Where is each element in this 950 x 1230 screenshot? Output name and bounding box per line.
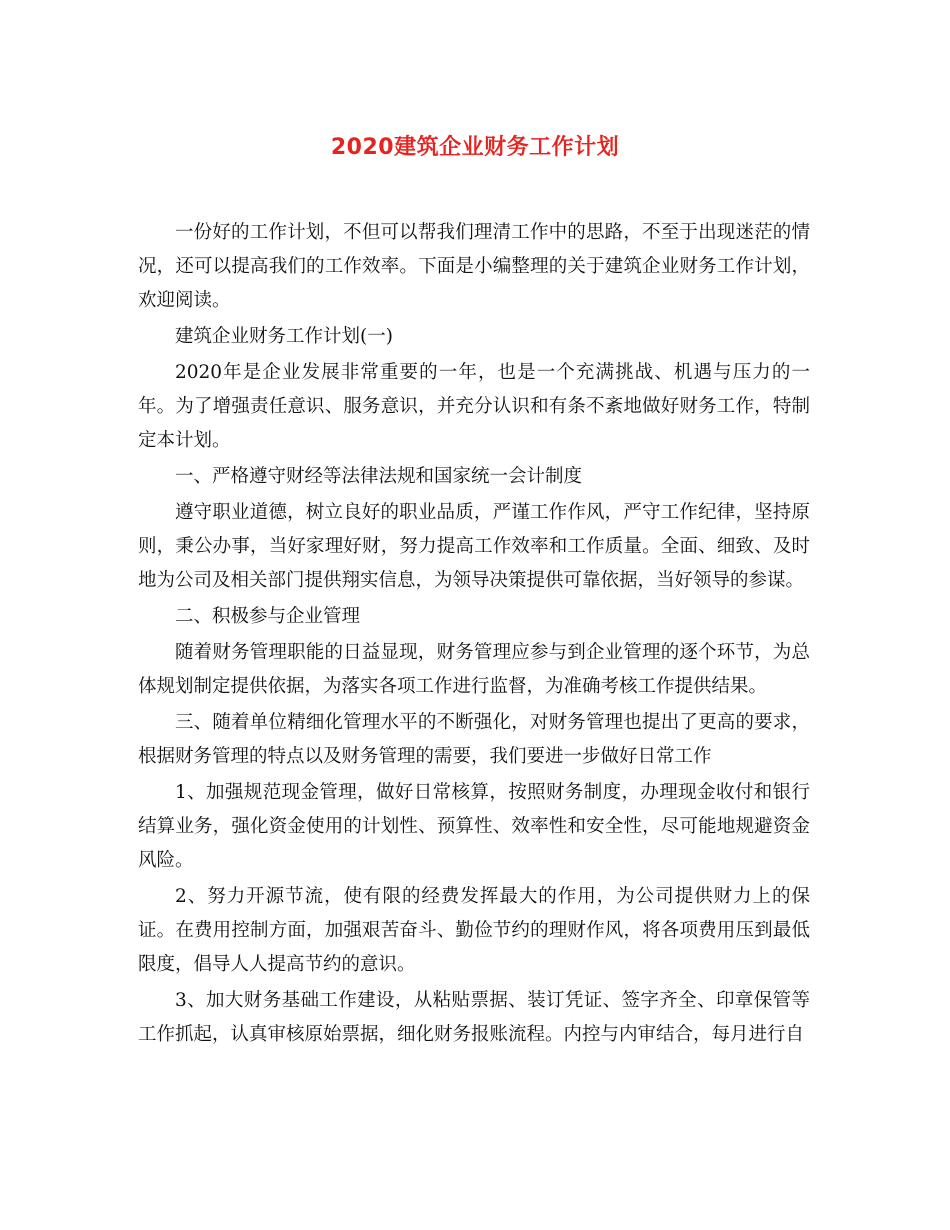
document-body [138, 216, 810, 1054]
paragraph-basic-work: 3、加大财务基础工作建设，从粘贴票据、装订凭证、签字齐全、印章保管等工作抓起，认真审核原始票据，细化财务报账流程。内控与内审结合，每月进行自 [138, 990, 810, 1045]
paragraph-cost-saving: 2、努力开源节流，使有限的经费发挥最大的作用，为公司提供财力上的保证。在费用控制方面，加强艰苦奋斗、勤俭节约的理财作风，将各项费用压到最低限度，倡导人人提高节约的意识。 [138, 886, 810, 975]
heading-refined-management: 三、随着单位精细化管理水平的不断强化，对财务管理也提出了更高的要求，根据财务管理的特点以及财务管理的需要，我们要进一步做好日常工作 [138, 712, 810, 767]
heading-participate-management: 二、积极参与企业管理 [175, 606, 361, 627]
paragraph-2020-overview: 2020年是企业发展非常重要的一年，也是一个充满挑战、机遇与压力的一年。为了增强责任意识、服务意识，并充分认识和有条不紊地做好财务工作，特制定本计划。 [138, 362, 810, 451]
document-title: 2020建筑企业财务工作计划 [330, 135, 620, 160]
section-heading-plan-one: 建筑企业财务工作计划(一) [175, 326, 393, 347]
paragraph-professional-ethics: 遵守职业道德，树立良好的职业品质，严谨工作作风，严守工作纪律，坚持原则，秉公办事，当好家理好财，努力提高工作效率和工作质量。全面、细致、及时地为公司及相关部门提供翔实信息，为领导决策提供可靠依据，当好领导的参谋。 [138, 502, 810, 591]
heading-comply-regulations: 一、严格遵守财经等法律法规和国家统一会计制度 [175, 466, 583, 487]
paragraph-management-role: 随着财务管理职能的日益显现，财务管理应参与到企业管理的逐个环节，为总体规划制定提供依据，为落实各项工作进行监督，为准确考核工作提供结果。 [138, 642, 810, 697]
paragraph-cash-management: 1、加强规范现金管理，做好日常核算，按照财务制度，办理现金收付和银行结算业务，强化资金使用的计划性、预算性、效率性和安全性，尽可能地规避资金风险。 [138, 782, 810, 871]
paragraph-intro: 一份好的工作计划，不但可以帮我们理清工作中的思路，不至于出现迷茫的情况，还可以提高我们的工作效率。下面是小编整理的关于建筑企业财务工作计划，欢迎阅读。 [138, 222, 810, 311]
